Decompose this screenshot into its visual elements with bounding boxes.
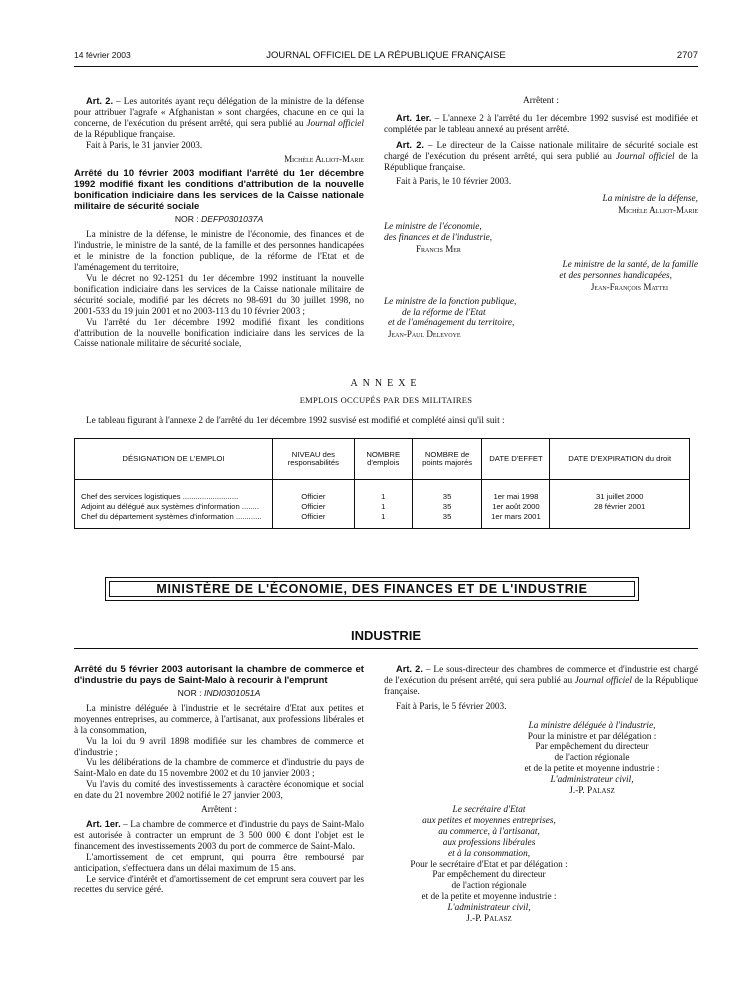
signature-name: Jean-François Mattei xyxy=(590,281,668,292)
signature: Michèle Alliot-Marie xyxy=(284,153,364,164)
article-1-paragraph: Art. 1er. – La chambre de commerce et d'industrie du pays de Saint-Malo est autorisée à contracter un emprunt de 3 500 000 € dont l'objet est le financement des investissements 2003 du port de commerce de Saint-Malo. xyxy=(74,818,365,852)
annexe-subtitle: EMPLOIS OCCUPÉS PAR DES MILITAIRES xyxy=(299,395,473,405)
article-1-paragraph: Art. 1er. – L'annexe 2 à l'arrêté du 1er décembre 1992 susvisé est modifiée et complétée par le tableau annexé au présent arrêté. xyxy=(384,112,698,135)
date-effet-cell: 1er mai 1998 1er août 2000 1er mars 2001 xyxy=(482,480,550,529)
article-label: Art. 2. xyxy=(86,96,114,106)
article-2-paragraph: Art. 2. – Le directeur de la Caisse nationale militaire de sécurité sociale est chargé de l'exécution du présent arrêté, qui sera publié au Journal officiel de la République française. xyxy=(384,139,699,173)
header-title: JOURNAL OFFICIEL DE LA RÉPUBLIQUE FRANÇAISE xyxy=(266,50,506,61)
annexe-intro: Le tableau figurant à l'annexe 2 de l'arrêté du 1er décembre 1992 susvisé est modifié et complété ainsi qu'il suit : xyxy=(86,416,505,426)
annexe-title: ANNEXE xyxy=(350,378,422,389)
page-header xyxy=(74,50,698,64)
vu-deliberations: Vu les délibérations de la chambre de commerce et d'industrie du pays de Saint-Malo en date du 15 novembre 2002 et du 10 janvier 2003 ; xyxy=(74,758,364,780)
signature-name: J.-P. Palasz xyxy=(569,786,615,797)
table-header-row xyxy=(75,439,690,480)
signature-role: de la réforme de l'Etat xyxy=(402,307,486,318)
arretent: Arrêtent : xyxy=(523,96,559,106)
signature-block-ministre: La ministre déléguée à l'industrie, Pour la ministre et par délégation : Par empêchement du directeur de l'action régionale et de la petite et moyenne industrie : L'administrateur civil, J.-P. Palasz xyxy=(384,721,690,797)
signature-name: J.-P. Palasz xyxy=(466,914,512,925)
fait-a-paris: Fait à Paris, le 31 janvier 2003. xyxy=(86,140,203,151)
fait-a-paris: Fait à Paris, le 5 février 2003. xyxy=(396,701,507,712)
annexe-table xyxy=(74,438,690,529)
preamble: La ministre de la défense, le ministre de l'économie, des finances et de l'industrie, le ministre de la santé, de la famille et des personnes handicapées et le ministre de la fonction publique, de la réforme de l'Etat et de l'aménagement du territoire, xyxy=(74,230,364,274)
article-2-paragraph: Art. 2. – Les autorités ayant reçu délégation de la ministre de la défense pour attribuer l'agrafe « Afghanistan » sont chargées, chacune en ce qui la concerne, de l'exécution du présent arrêté, qui sera publié au Journal officiel de la République française. xyxy=(74,96,364,140)
arretent: Arrêtent : xyxy=(201,805,237,816)
header-page-number: 2707 xyxy=(676,50,698,61)
nor-reference: NOR : INDI0301051A xyxy=(177,688,261,698)
vu-avis: Vu l'avis du comité des investissements à caractère économique et social en date du 21 novembre 2002 notifié le 27 janvier 2003, xyxy=(74,780,364,802)
top-left-column xyxy=(74,96,364,350)
vu-arrete: Vu l'arrêté du 1er décembre 1992 modifié fixant les conditions d'attribution de la nouvelle bonification indiciaire dans les services de la Caisse nationale militaire de sécurité sociale, xyxy=(74,317,364,350)
vu-decree: Vu le décret no 92-1251 du 1er décembre 1992 instituant la nouvelle bonification indiciaire dans les services de la Caisse nationale militaire de sécurité sociale, modifié par les décrets no 98-691 du 30 juillet 1998, no 2001-533 du 19 juin 2001 et no 2003-113 du 10 février 2003 ; xyxy=(74,273,364,317)
signature-name: Francis Mer xyxy=(416,243,461,254)
points-cell: 35 35 35 xyxy=(412,480,482,529)
bottom-right-column xyxy=(384,664,698,925)
ministry-title-box xyxy=(105,577,639,601)
table-row xyxy=(75,480,690,529)
section-title: INDUSTRIE xyxy=(350,628,422,643)
bottom-left-column xyxy=(74,664,364,896)
decree-title: Arrêté du 10 février 2003 modifiant l'arrêté du 1er décembre 1992 modifié fixant les conditions d'attribution de la nouvelle bonification indiciaire dans les services de la Caisse nationale militaire de sécurité sociale xyxy=(74,168,364,213)
preamble: La ministre déléguée à l'industrie et le secrétaire d'Etat aux petites et moyennes entreprises, au commerce, à l'artisanat, aux professions libérales et à la consommation, xyxy=(74,703,364,736)
article-2-paragraph: Art. 2. – Le sous-directeur des chambres de commerce et d'industrie est chargé de l'exécution du présent arrêté, qui sera publié au Journal officiel de la République française. xyxy=(384,664,698,697)
column-header: NOMBRE d'emplois xyxy=(354,439,412,480)
header-rule xyxy=(74,66,698,67)
column-header: DÉSIGNATION DE L'EMPLOI xyxy=(75,439,273,480)
section-rule xyxy=(74,648,698,649)
signature-role: et de l'aménagement du territoire, xyxy=(388,318,515,329)
decree-title: Arrêté du 5 février 2003 autorisant la chambre de commerce et d'industrie du pays de Saint-Malo à recourir à l'emprunt xyxy=(74,664,364,686)
column-header: DATE D'EFFET xyxy=(482,439,550,480)
signature-role: et des personnes handicapées, xyxy=(559,270,672,281)
signature-name: Jean-Paul Delevoye xyxy=(388,329,461,340)
ministry-title: MINISTÈRE DE L'ÉCONOMIE, DES FINANCES ET DE L'INDUSTRIE xyxy=(109,581,635,597)
annexe-heading xyxy=(74,378,698,405)
column-header: NOMBRE de points majorés xyxy=(412,439,482,480)
niveau-cell: Officier Officier Officier xyxy=(272,480,354,529)
column-header: NIVEAU des responsabilités xyxy=(272,439,354,480)
header-date: 14 février 2003 xyxy=(74,50,131,60)
column-header: DATE D'EXPIRATION du droit xyxy=(550,439,690,480)
service-interet: Le service d'intérêt et d'amortissement de cet emprunt sera couvert par les recettes du service géré. xyxy=(74,874,364,896)
designation-cell: Chef des services logistiques .......................... Adjoint au délégué aux systèmes d'information ........ Chef du département systèmes d'information ............ xyxy=(75,480,273,529)
nor-reference: NOR : DEFP0301037A xyxy=(174,214,264,225)
signature-role: Le ministre de l'économie, xyxy=(384,222,482,233)
nombre-cell: 1 1 1 xyxy=(354,480,412,529)
signature-role: des finances et de l'industrie, xyxy=(384,233,493,244)
signature-role: Le ministre de la fonction publique, xyxy=(384,296,517,307)
signature-role: Le ministre de la santé, de la famille xyxy=(562,259,698,270)
fait-a-paris: Fait à Paris, le 10 février 2003. xyxy=(396,177,512,188)
top-right-column xyxy=(384,96,698,340)
signature-role: La ministre de la défense, xyxy=(602,194,698,205)
amortissement: L'amortissement de cet emprunt, qui pourra être remboursé par anticipation, s'effectuera dans un délai maximum de 15 ans. xyxy=(74,852,364,874)
signature-name: Michèle Alliot-Marie xyxy=(618,205,698,216)
vu-loi: Vu la loi du 9 avril 1898 modifiée sur les chambres de commerce et d'industrie ; xyxy=(74,736,364,758)
date-expiration-cell: 31 juillet 2000 28 février 2001 xyxy=(550,480,690,529)
signature-block-secretaire: Le secrétaire d'Etat aux petites et moyennes entreprises, au commerce, à l'artisanat, aux professions libérales et à la consommation, Pour le secrétaire d'Etat et par délégation : Par empêchement du directeur de l'action régionale et de la petite et moyenne industrie : L'administrateur civil, J.-P. Palasz xyxy=(384,805,594,925)
